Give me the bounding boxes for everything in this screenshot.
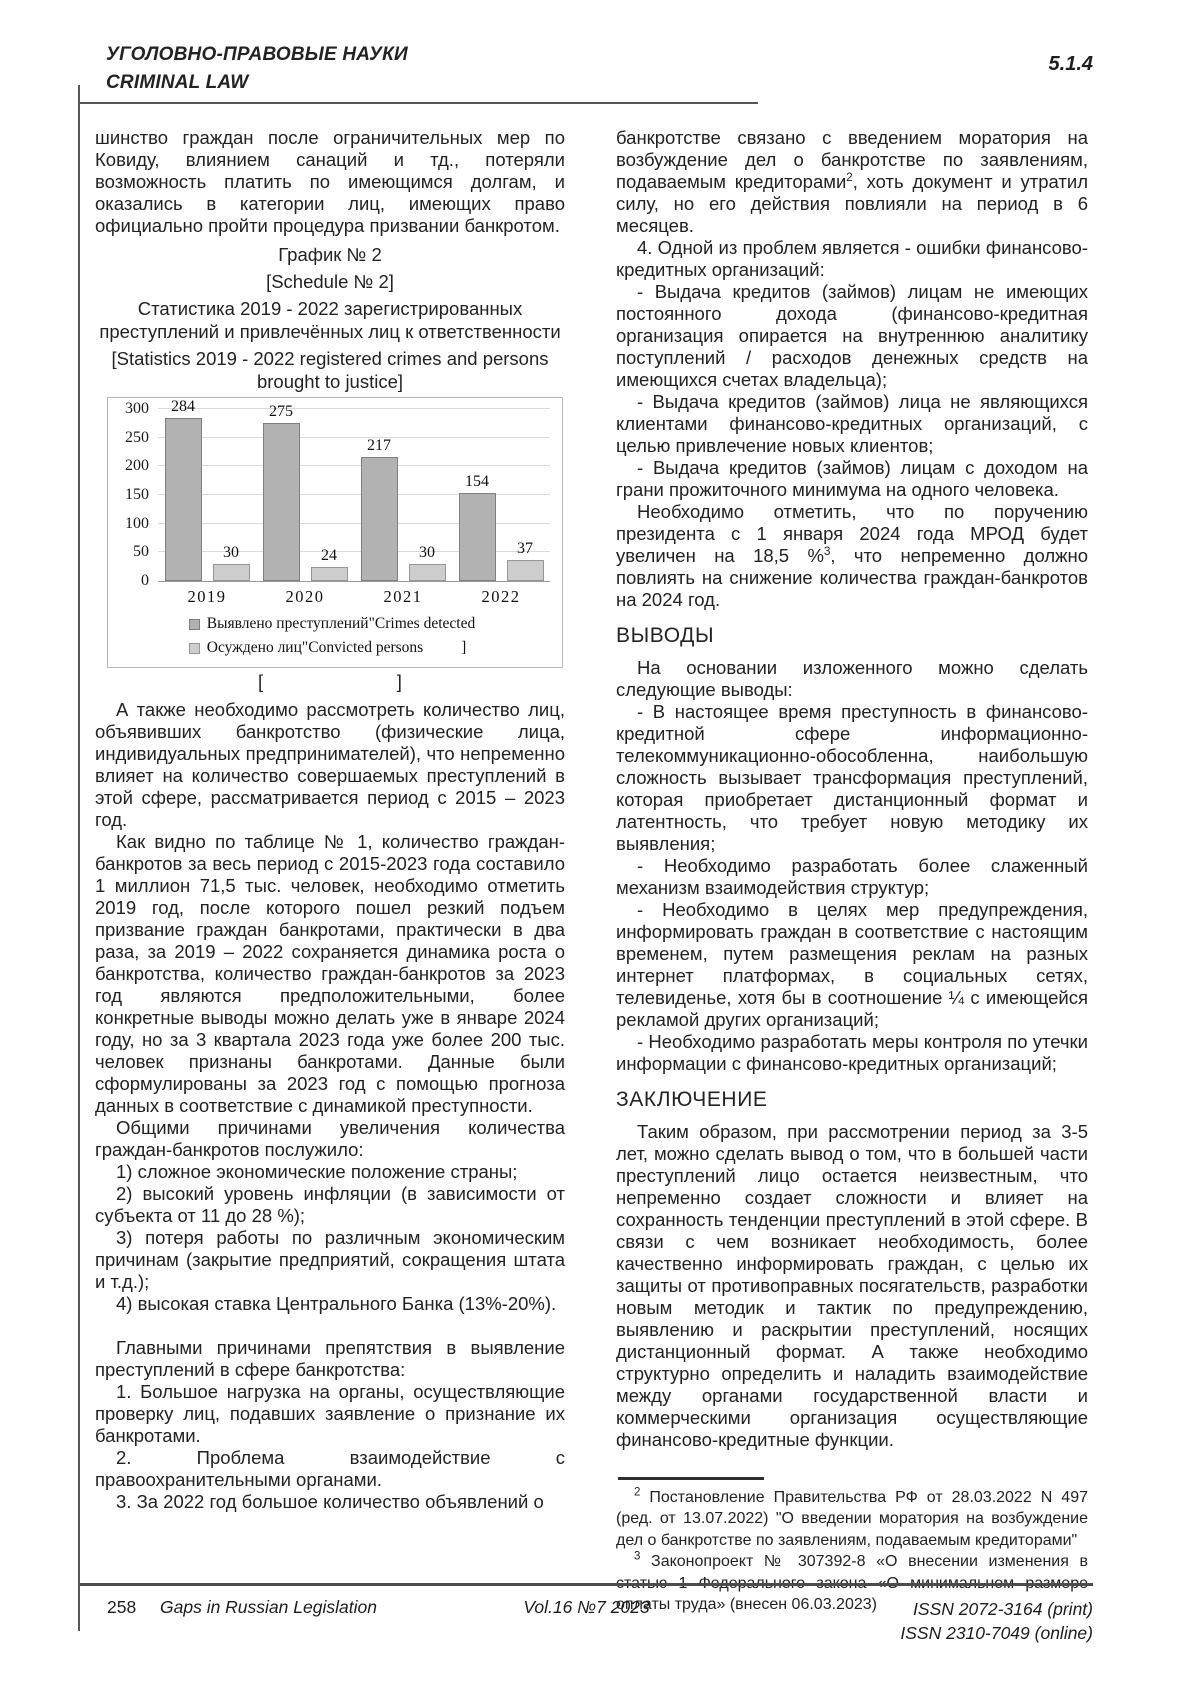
list-item-conclusion-1: - В настоящее время преступность в финансово-кредитной сфере информационно-телекоммуникационно-обособленна, наибольшую сложность вызывает трансформация преступлений, которая приобретает дистанционный формат и латентность, что требует новую методику их выявления; <box>616 701 1088 854</box>
y-tick-label: 50 <box>133 543 149 561</box>
paragraph-reasons-intro: Общими причинами увеличения количества граждан-банкротов послужило: <box>95 1117 565 1160</box>
bar-with-label <box>459 473 496 581</box>
y-tick-label: 200 <box>125 457 149 475</box>
bar-with-label <box>409 544 446 581</box>
list-item-obstacle-2: 2. Проблема взаимодействие с правоохранительными органами. <box>95 1447 565 1490</box>
list-item-reason-1: 1) сложное экономические положение страны; <box>116 1161 518 1182</box>
bar-groups <box>158 398 550 581</box>
legend-artifact-bracket: ] <box>461 639 467 656</box>
header-section-number: 5.1.4 <box>1048 53 1093 75</box>
bar-with-label <box>361 437 398 581</box>
bar <box>361 457 398 581</box>
paragraph-intro-continuation: шинство граждан после ограничительных мер по Ковиду, влиянием санаций и тд., потеряли возможность платить по имеющимся долгам, и оказались в категории лиц, имеющих право официально пройти процедура призвании банкротом. <box>95 127 565 236</box>
list-item-reason-2: 2) высокий уровень инфляции (в зависимости от субъекта от 11 до 28 %); <box>95 1183 565 1226</box>
figure-label-en: [Schedule № 2] <box>266 271 394 292</box>
y-tick-label: 100 <box>125 514 149 532</box>
paragraph-conclusions-intro: На основании изложенного можно сделать следующие выводы: <box>616 657 1088 700</box>
header-title-en: CRIMINAL LAW <box>106 72 249 93</box>
figure-label-ru: График № 2 <box>278 244 382 265</box>
bar-value-label: 154 <box>465 472 489 490</box>
caption-artifact-brackets: [ ] <box>258 671 402 692</box>
section-heading-final: ЗАКЛЮЧЕНИЕ <box>616 1088 768 1111</box>
left-margin-rule <box>78 85 80 1631</box>
list-item-obstacle-1: 1. Большое нагрузка на органы, осуществляющие проверку лиц, подавших заявление о признание их банкротами. <box>95 1381 565 1446</box>
legend-label: Выявлено преступлений"Crimes detected <box>206 615 476 632</box>
bar-with-label <box>507 540 544 581</box>
issn-block <box>900 1597 1093 1645</box>
page-number: 258 <box>107 1597 137 1617</box>
legend-entry <box>189 615 475 633</box>
list-item-reason-3: 3) потеря работы по различным экономическим причинам (закрытие предприятий, сокращения штата и т.д.); <box>95 1227 565 1292</box>
bar-value-label: 24 <box>321 547 337 565</box>
issn-online: ISSN 2310-7049 (online) <box>900 1623 1093 1643</box>
y-tick-label: 250 <box>125 428 149 446</box>
footer-rule <box>80 1583 1093 1586</box>
bar-value-label: 217 <box>367 436 391 454</box>
chart-legend <box>189 615 475 657</box>
bar-value-label: 37 <box>517 539 533 557</box>
bar-with-label <box>213 544 250 581</box>
list-item-obstacle-3: 3. За 2022 год большое количество объявлений о <box>116 1491 544 1512</box>
legend-swatch-icon <box>189 643 200 654</box>
bar-group <box>354 410 452 581</box>
figure-title-en: [Statistics 2019 - 2022 registered crimes and persons brought to justice] <box>111 348 549 392</box>
x-tick-label: 2019 <box>187 587 227 606</box>
paragraph-final: Таким образом, при рассмотрении период за 3-5 лет, можно сделать вывод о том, что в большей части преступлений лицо остается неизвестным, что непременно создает сложности и влияет на сохранность тенденции преступлений в этой сфере. В связи с чем возникает необходимость, более качественно информировать граждан, с целью их защиты от противоправных посягательств, разработки новым методик и тактик по предупреждению, выявлению и раскрытии преступлений, носящих дистанционный формат. А также необходимо структурно определить и наладить взаимодействие между органами государственной власти и коммерческими организация осуществляющие финансово-кредитные функции. <box>616 1121 1088 1450</box>
bar <box>263 423 300 581</box>
y-tick-label: 150 <box>125 486 149 503</box>
issue-info: Vol.16 №7 2023 <box>523 1597 650 1617</box>
bar <box>409 564 446 581</box>
bar-with-label <box>311 547 348 581</box>
bar-group <box>452 410 550 581</box>
left-column <box>95 127 565 1513</box>
bar-with-label <box>263 403 300 581</box>
bar <box>507 560 544 581</box>
paragraph-problem-4: 4. Одной из проблем является - ошибки финансово-кредитных организаций: <box>616 237 1088 280</box>
bar <box>213 564 250 581</box>
legend-entry <box>189 639 475 657</box>
chart-plot <box>158 398 550 582</box>
list-item-conclusion-2: - Необходимо разработать более слаженный механизм взаимодействия структур; <box>616 855 1088 898</box>
paragraph-table1: Как видно по таблице № 1, количество граждан-банкротов за весь период с 2015-2023 года составило 1 миллион 71,5 тыс. человек, необходимо отметить 2019 год, после которого пошел резкий подъем призвание граждан банкротами, практически в два раза, за 2019 – 2022 сохраняется динамика роста о банкротства, количество граждан-банкротов за 2023 год являются предположительными, более конкретные выводы можно делать уже в январе 2024 году, но за 3 квартала 2023 года уже более 200 тыс. человек признаны банкротами. Данные были сформулированы за 2023 год с помощью прогноза данных в соответствие с динамикой преступности. <box>95 831 565 1116</box>
journal-title: Gaps in Russian Legislation <box>160 1597 377 1617</box>
paragraph-obstacles-intro: Главными причинами препятствия в выявление преступлений в сфере банкротства: <box>95 1337 565 1380</box>
bar <box>311 567 348 581</box>
bar-group <box>158 398 256 581</box>
x-tick-label: 2021 <box>383 587 423 606</box>
paragraph-also: А также необходимо рассмотреть количество лиц, объявивших банкротство (физические лица, индивидуальных предпринимателей), что непременно влияет на количество совершаемых преступлений в этой сфере, рассматривается период с 2015 – 2023 год. <box>95 699 565 830</box>
bar-value-label: 275 <box>269 403 293 421</box>
list-item-reason-4: 4) высокая ставка Центрального Банка (13%-20%). <box>116 1293 557 1314</box>
footnotes-block <box>616 1477 1088 1616</box>
bar-value-label: 284 <box>171 398 195 416</box>
bar <box>459 493 496 581</box>
footnote-2: $^2$ Постановление Правительства РФ от 28.03.2022 N 497 (ред. от 13.07.2022) "О введении моратория на возбуждение дел о банкротстве по заявлениям, подаваемым кредиторами" <box>616 1486 1088 1549</box>
header-title-ru: УГОЛОВНО-ПРАВОВЫЕ НАУКИ <box>106 44 408 65</box>
list-item-credit-issue-1: - Выдача кредитов (займов) лицам не имеющих постоянного дохода (финансово-кредитная организация опирается на внутреннюю аналитику поступлений / расходов денежных средств на имеющихся счетах владельца); <box>616 281 1088 390</box>
list-item-conclusion-4: - Необходимо разработать меры контроля по утечки информации с финансово-кредитных организаций; <box>616 1031 1088 1074</box>
legend-swatch-icon <box>189 619 200 630</box>
gridline <box>158 408 550 409</box>
bar-value-label: 30 <box>419 543 435 561</box>
paragraph-mrod: Необходимо отметить, что по поручению президента с 1 января 2024 года МРОД будет увеличен на 18,5 %$^3$, что непременно должно повлиять на снижение количества граждан-банкротов на 2024 год. <box>616 501 1089 610</box>
y-tick-label: 300 <box>125 400 149 417</box>
bar-chart <box>107 397 563 668</box>
right-column <box>616 127 1088 1616</box>
bar-value-label: 30 <box>223 543 239 561</box>
figure-title-ru: Статистика 2019 - 2022 зарегистрированных преступлений и привлечённых лиц к ответственности <box>99 298 561 342</box>
y-tick-label: 0 <box>141 572 149 589</box>
list-item-conclusion-3: - Необходимо в целях мер предупреждения, информировать граждан в соответствие с настоящим временем, путем размещения реклам на разных интернет платформах, в социальных сетях, телевиденье, хотя бы в соотношение ¼ с имеющейся рекламой других организаций; <box>616 899 1088 1030</box>
list-item-credit-issue-2: - Выдача кредитов (займов) лица не являющихся клиентами финансово-кредитных организаций, с целью привлечение новых клиентов; <box>616 391 1088 456</box>
legend-label: Осуждено лиц"Convicted persons <box>206 639 424 656</box>
footnote-3: $^3$ Законопроект № 307392-8 «О внесении изменения в оплаты труда» (внесен 06.03.2023) <box>616 1550 1088 1613</box>
chart-x-labels <box>158 582 550 607</box>
list-item-credit-issue-3: - Выдача кредитов (займов) лицам с доходом на грани прожиточного минимума на одного человека. <box>616 457 1088 500</box>
bar <box>165 418 202 581</box>
section-heading-conclusions: ВЫВОДЫ <box>616 624 715 647</box>
x-tick-label: 2020 <box>285 587 325 606</box>
paragraph-moratorium: банкротстве связано с введением моратория на возбуждение дел о банкротстве по заявлениям, подаваемым кредиторами$^2$, хоть документ и утратил силу, но его действия повлияли на период в 6 месяцев. <box>616 127 1088 236</box>
bar-with-label <box>165 398 202 581</box>
bar-group <box>256 403 354 581</box>
issn-print: ISSN 2072-3164 (print) <box>913 1599 1093 1619</box>
footnote-separator <box>618 1477 764 1480</box>
chart-plot-row <box>114 398 550 589</box>
chart-y-axis <box>114 400 158 589</box>
x-tick-label: 2022 <box>481 587 521 606</box>
header-rule <box>80 102 758 104</box>
